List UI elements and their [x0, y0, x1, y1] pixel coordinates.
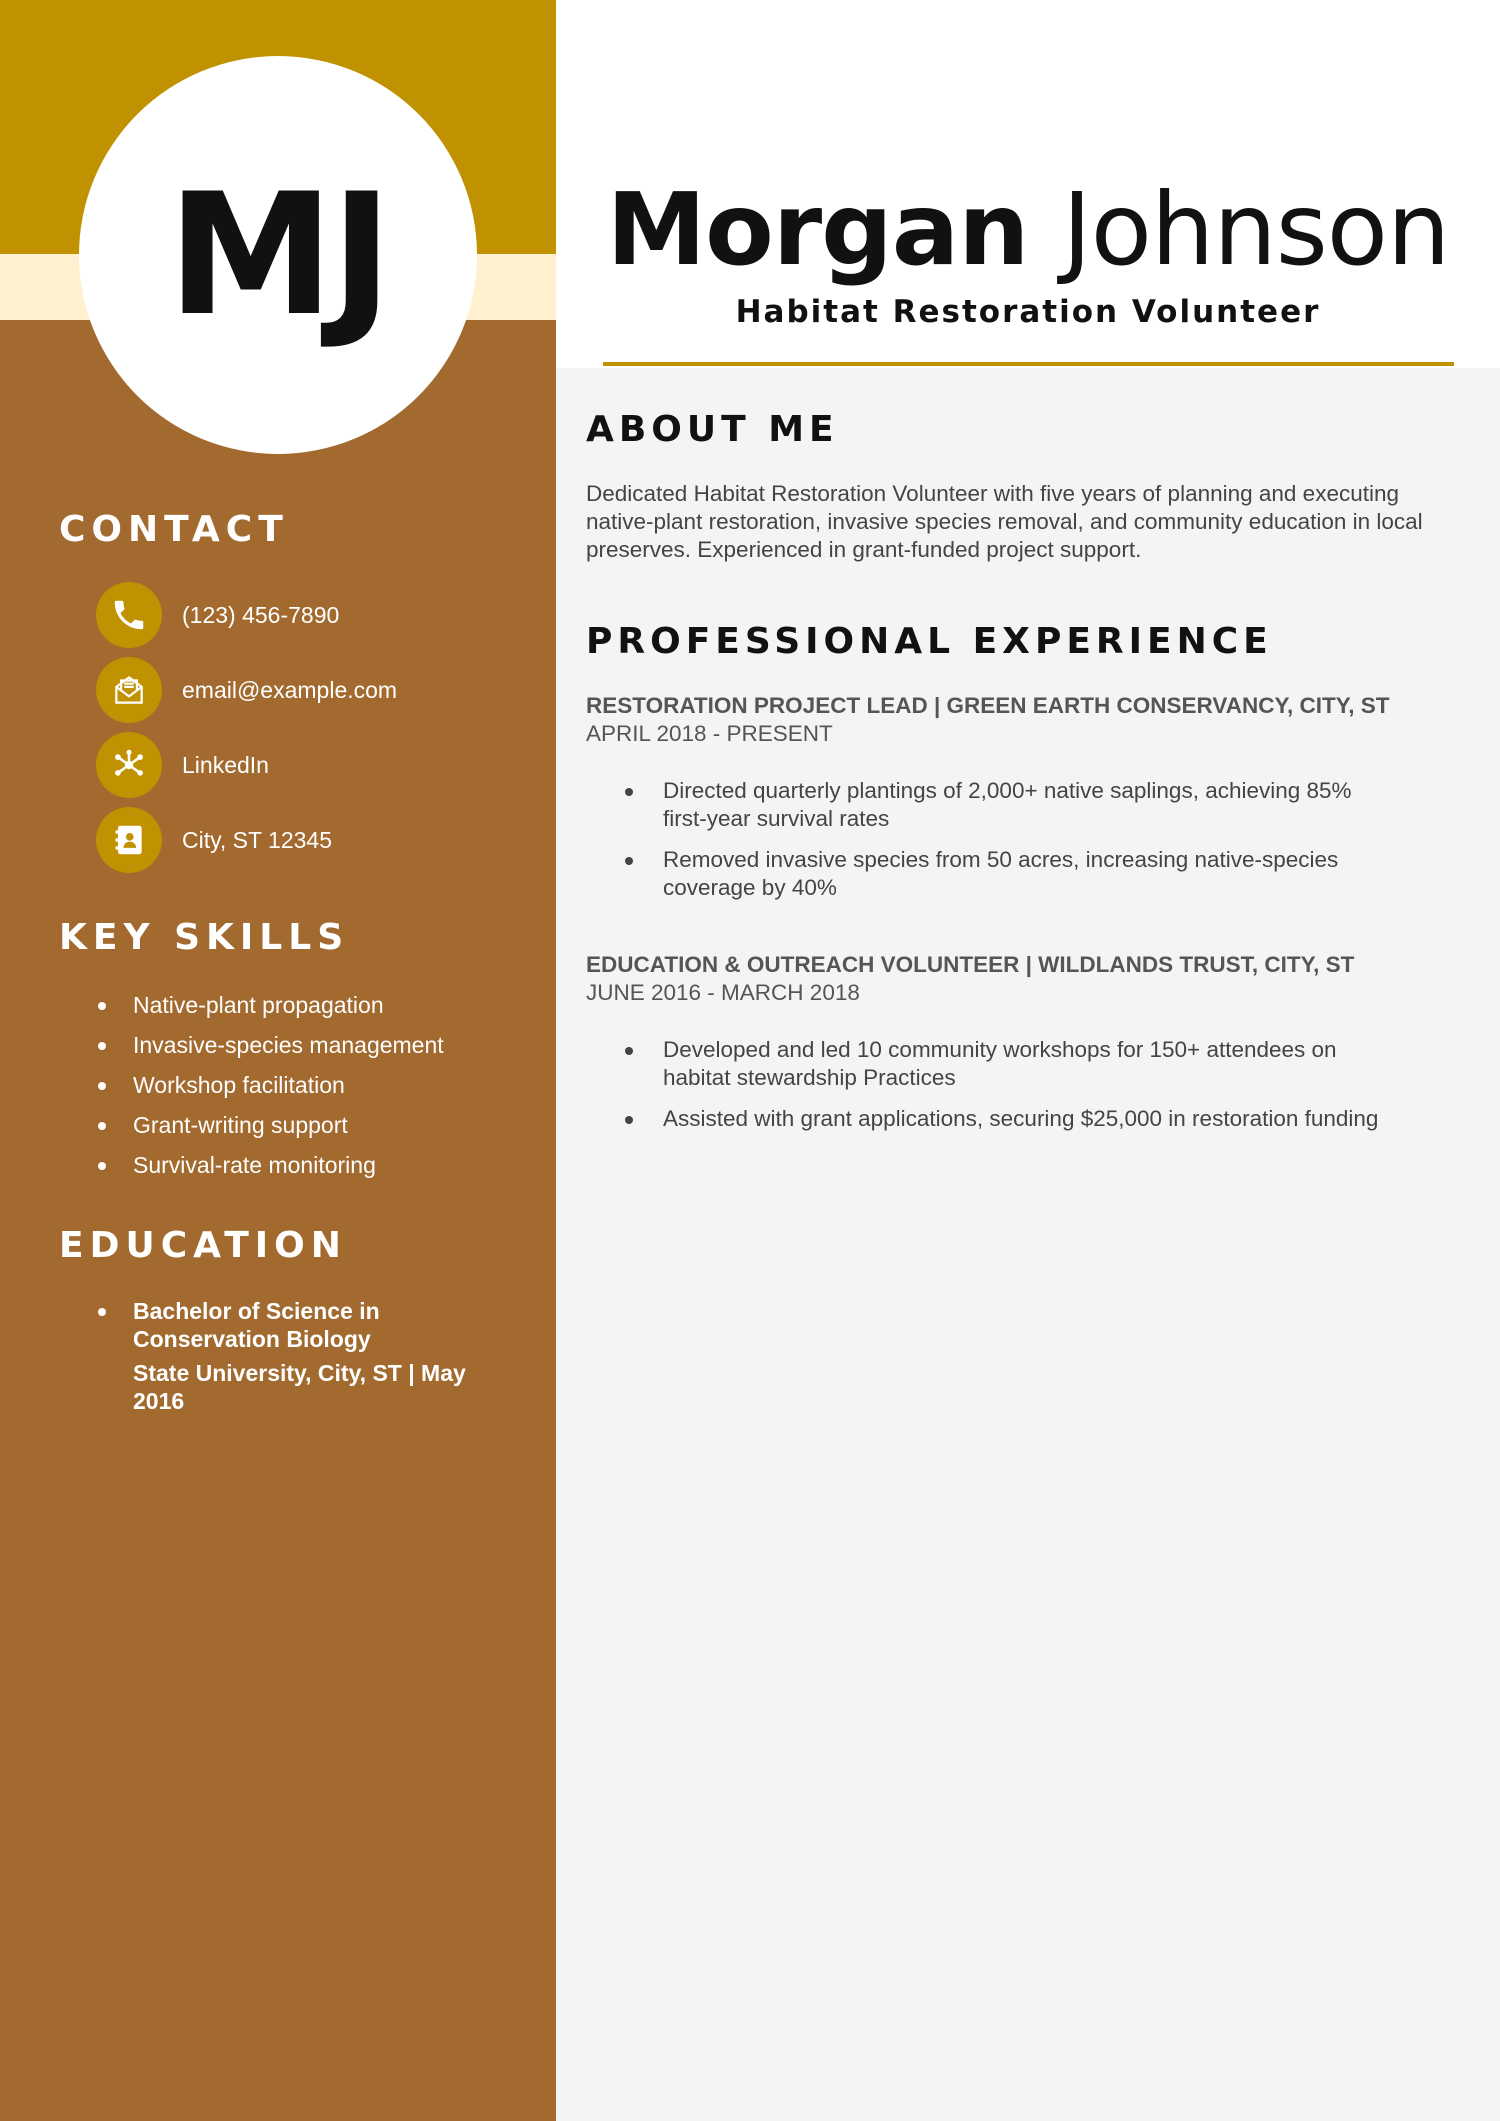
education-heading: EDUCATION — [59, 1225, 347, 1266]
job-entry — [586, 692, 1466, 915]
job-bullet: Removed invasive species from 50 acres, increasing native-species coverage by 40% — [586, 846, 1389, 902]
last-name: Johnson — [1062, 171, 1450, 288]
education-list — [96, 1297, 476, 1415]
job-bullets — [586, 1036, 1466, 1133]
experience-heading: PROFESSIONAL EXPERIENCE — [586, 621, 1273, 662]
contact-linkedin — [96, 732, 397, 798]
skill-item: Survival-rate monitoring — [96, 1151, 496, 1179]
contact-phone — [96, 582, 397, 648]
job-bullet: Developed and led 10 community workshops for 150+ attendees on habitat stewardship Practices — [586, 1036, 1389, 1092]
contact-heading: CONTACT — [59, 509, 289, 550]
skill-item: Workshop facilitation — [96, 1071, 496, 1099]
email-icon — [96, 657, 162, 723]
candidate-title: Habitat Restoration Volunteer — [735, 294, 1321, 330]
contact-linkedin-text: LinkedIn — [182, 751, 269, 778]
education-school: State University, City, ST | May 2016 — [133, 1360, 466, 1414]
job-bullets — [586, 777, 1466, 902]
contact-list — [96, 582, 397, 882]
monogram-circle — [79, 56, 477, 454]
about-text: Dedicated Habitat Restoration Volunteer with five years of planning and executing native-plant restoration, invasive species removal, and community education in local preserves. Experienced in grant-funded project support. — [586, 481, 1423, 562]
phone-icon — [96, 582, 162, 648]
education-item — [96, 1297, 476, 1415]
job-dates: JUNE 2016 - MARCH 2018 — [586, 980, 860, 1005]
contact-address — [96, 807, 397, 873]
contact-address-text: City, ST 12345 — [182, 826, 333, 853]
title-divider — [603, 362, 1454, 366]
job-entry — [586, 951, 1466, 1146]
skills-list — [96, 991, 496, 1191]
job-dates: APRIL 2018 - PRESENT — [586, 721, 833, 746]
skills-heading: KEY SKILLS — [59, 917, 350, 958]
job-title: RESTORATION PROJECT LEAD | GREEN EARTH CONSERVANCY, CITY, ST — [586, 693, 1390, 718]
education-degree: Bachelor of Science in Conservation Biology — [133, 1298, 380, 1352]
contact-email — [96, 657, 397, 723]
about-heading: ABOUT ME — [586, 409, 839, 450]
skill-item: Invasive-species management — [96, 1031, 496, 1059]
job-title: EDUCATION & OUTREACH VOLUNTEER | WILDLANDS TRUST, CITY, ST — [586, 952, 1355, 977]
candidate-name — [556, 170, 1500, 290]
contact-card-icon — [96, 807, 162, 873]
contact-phone-text: (123) 456-7890 — [182, 601, 340, 628]
job-bullet: Directed quarterly plantings of 2,000+ native saplings, achieving 85% first-year survival rates — [586, 777, 1389, 833]
first-name: Morgan — [606, 171, 1029, 288]
skill-item: Native-plant propagation — [96, 991, 496, 1019]
network-icon — [96, 732, 162, 798]
skill-item: Grant-writing support — [96, 1111, 496, 1139]
job-bullet: Assisted with grant applications, securing $25,000 in restoration funding — [586, 1105, 1389, 1133]
contact-email-text: email@example.com — [182, 676, 398, 703]
monogram-initials: MJ — [167, 157, 389, 353]
